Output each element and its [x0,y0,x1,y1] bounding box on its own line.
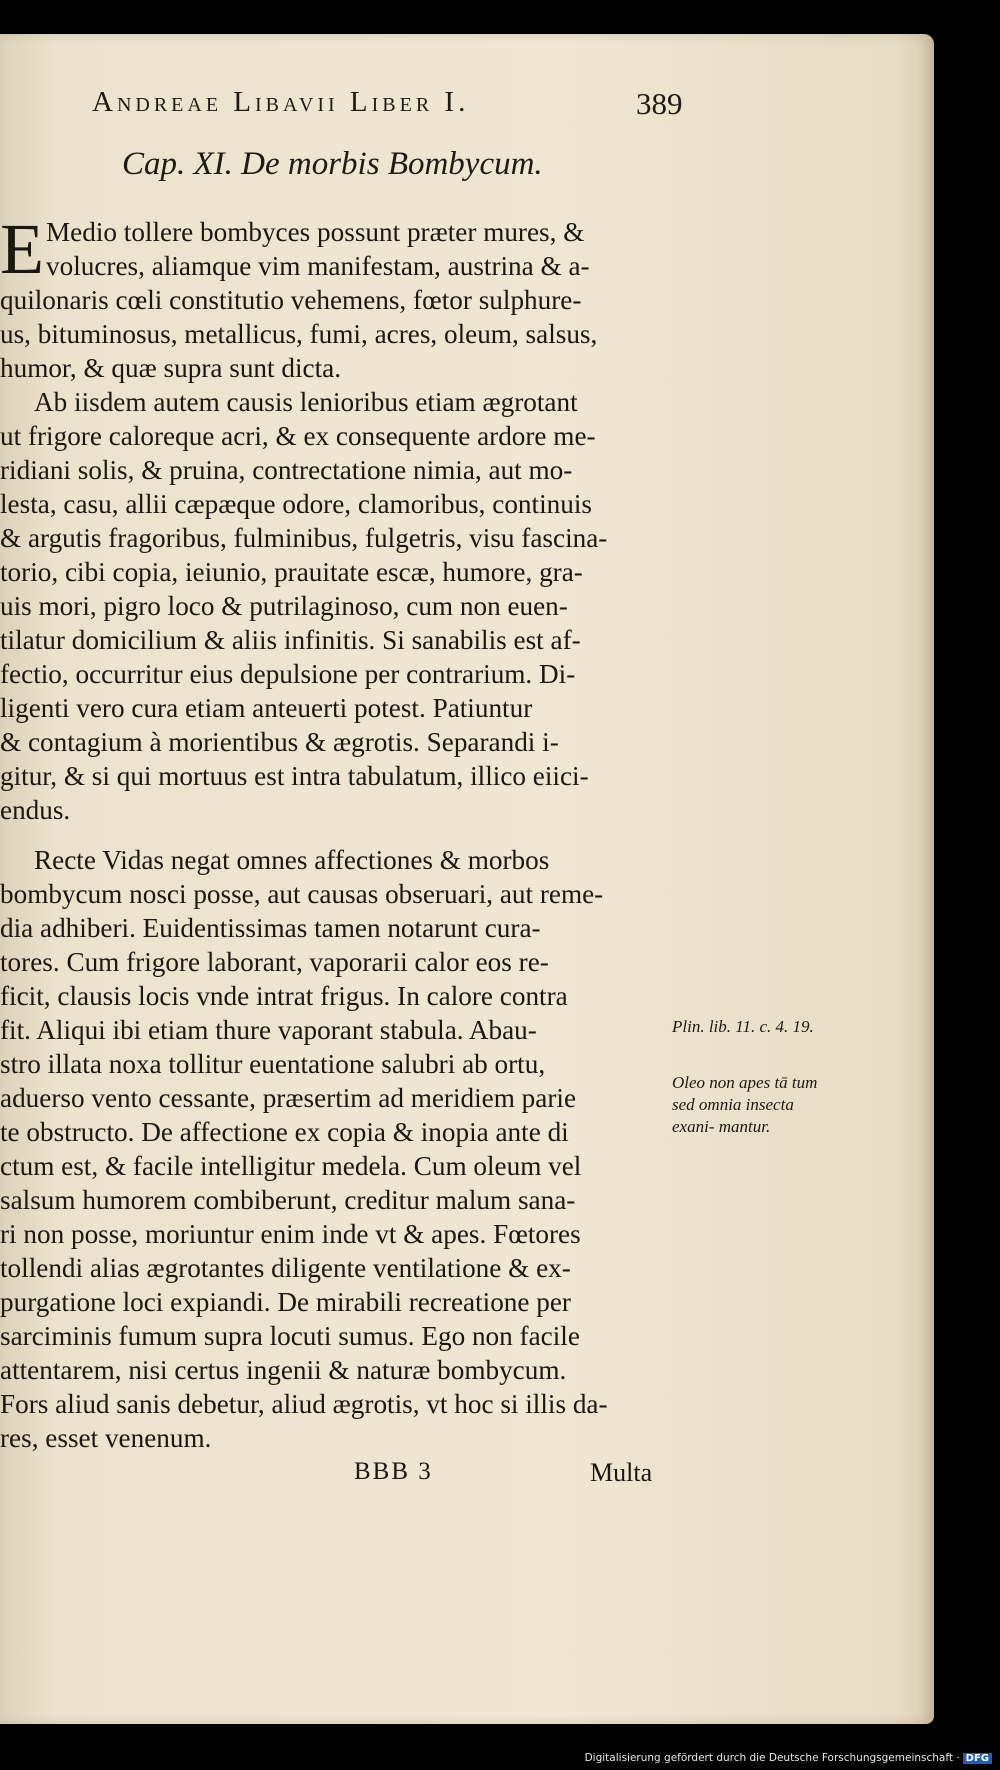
text-line: lesta, casu, allii cæpæque odore, clamoribus, continuis [0,489,592,519]
text-line: Recte Vidas negat omnes affectiones & morbos [34,845,550,875]
marginal-note: Oleo non apes tā tum sed omnia insecta exani- mantur. [672,1073,818,1136]
text-line: volucres, aliamque vim manifestam, austrina & a- [46,251,590,281]
text-line: tollendi alias ægrotantes diligente ventilatione & ex- [0,1253,571,1283]
main-text [0,209,668,1455]
digitization-credit [585,1752,992,1764]
text-line: us, bituminosus, metallicus, fumi, acres, oleum, salsus, [0,319,598,349]
paragraph-2 [0,385,668,827]
text-line: Ab iisdem autem causis lenioribus etiam ægrotant [34,387,578,417]
text-line: res, esset venenum. [0,1423,212,1453]
text-line: stro illata noxa tollitur euentatione salubri ab ortu, [0,1049,546,1079]
page-number: 389 [636,86,683,121]
text-line: humor, & quæ supra sunt dicta. [0,353,341,383]
text-line: salsum humorem combiberunt, creditur malum sana- [0,1185,576,1215]
text-line: dia adhiberi. Euidentissimas tamen notarunt cura- [0,913,541,943]
text-line: Medio tollere bombyces possunt præter mures, & [46,217,585,247]
marginal-reference: Plin. lib. 11. c. 4. 19. [672,1017,814,1036]
text-line: purgatione loci expiandi. De mirabili recreatione per [0,1287,571,1317]
text-line: aduerso vento cessante, præsertim ad meridiem parie [0,1083,577,1113]
text-line: tores. Cum frigore laborant, vaporarii calor eos re- [0,947,549,977]
text-line: & contagium à morientibus & ægrotis. Separandi i- [0,727,559,757]
paragraph-spacer [0,827,668,843]
text-line: sarciminis fumum supra locuti sumus. Ego non facile [0,1321,580,1351]
dfg-logo: DFG [963,1753,992,1764]
text-line: fectio, occurritur eius depulsione per contrarium. Di- [0,659,576,689]
text-line: & argutis fragoribus, fulminibus, fulgetris, visu fascina- [0,523,608,553]
text-line: gitur, & si qui mortuus est intra tabulatum, illico eiici- [0,761,589,791]
text-line: endus. [0,795,71,825]
running-header: Andreae Libavii Liber I. [92,86,470,118]
text-line: ligenti vero cura etiam anteuerti potest. Patiuntur [0,693,533,723]
drop-cap: E [0,209,44,289]
text-line: torio, cibi copia, ieiunio, prauitate escæ, humore, gra- [0,557,583,587]
text-line: tilatur domicilium & aliis infinitis. Si sanabilis est af- [0,625,581,655]
text-line: quilonaris cœli constitutio vehemens, fœtor sulphure- [0,285,582,315]
paragraph-1 [0,209,668,385]
credit-text: Digitalisierung gefördert durch die Deutsche Forschungsgemeinschaft · [584,1752,960,1764]
catchword: Multa [590,1458,653,1487]
text-line: te obstructo. De affectione ex copia & inopia ante di [0,1117,569,1147]
text-line: ri non posse, moriuntur enim inde vt & apes. Fœtores [0,1219,581,1249]
text-line: ridiani solis, & pruina, contrectatione nimia, aut mo- [0,455,573,485]
chapter-title: Cap. XI. De morbis Bombycum. [122,146,543,182]
text-line: ficit, clausis locis vnde intrat frigus. In calore contra [0,981,568,1011]
text-line: attentarem, nisi certus ingenii & naturæ bombycum. [0,1355,567,1385]
signature-mark: BBB 3 [354,1458,433,1485]
text-line: uis mori, pigro loco & putrilaginoso, cum non euen- [0,591,568,621]
text-line: ctum est, & facile intelligitur medela. Cum oleum vel [0,1151,582,1181]
text-line: Fors aliud sanis debetur, aliud ægrotis, vt hoc si illis da- [0,1389,608,1419]
paragraph-3 [0,843,668,1455]
text-line: ut frigore caloreque acri, & ex consequente ardore me- [0,421,596,451]
text-line: bombycum nosci posse, aut causas obseruari, aut reme- [0,879,604,909]
text-line: fit. Aliqui ibi etiam thure vaporant stabula. Abau- [0,1015,537,1045]
